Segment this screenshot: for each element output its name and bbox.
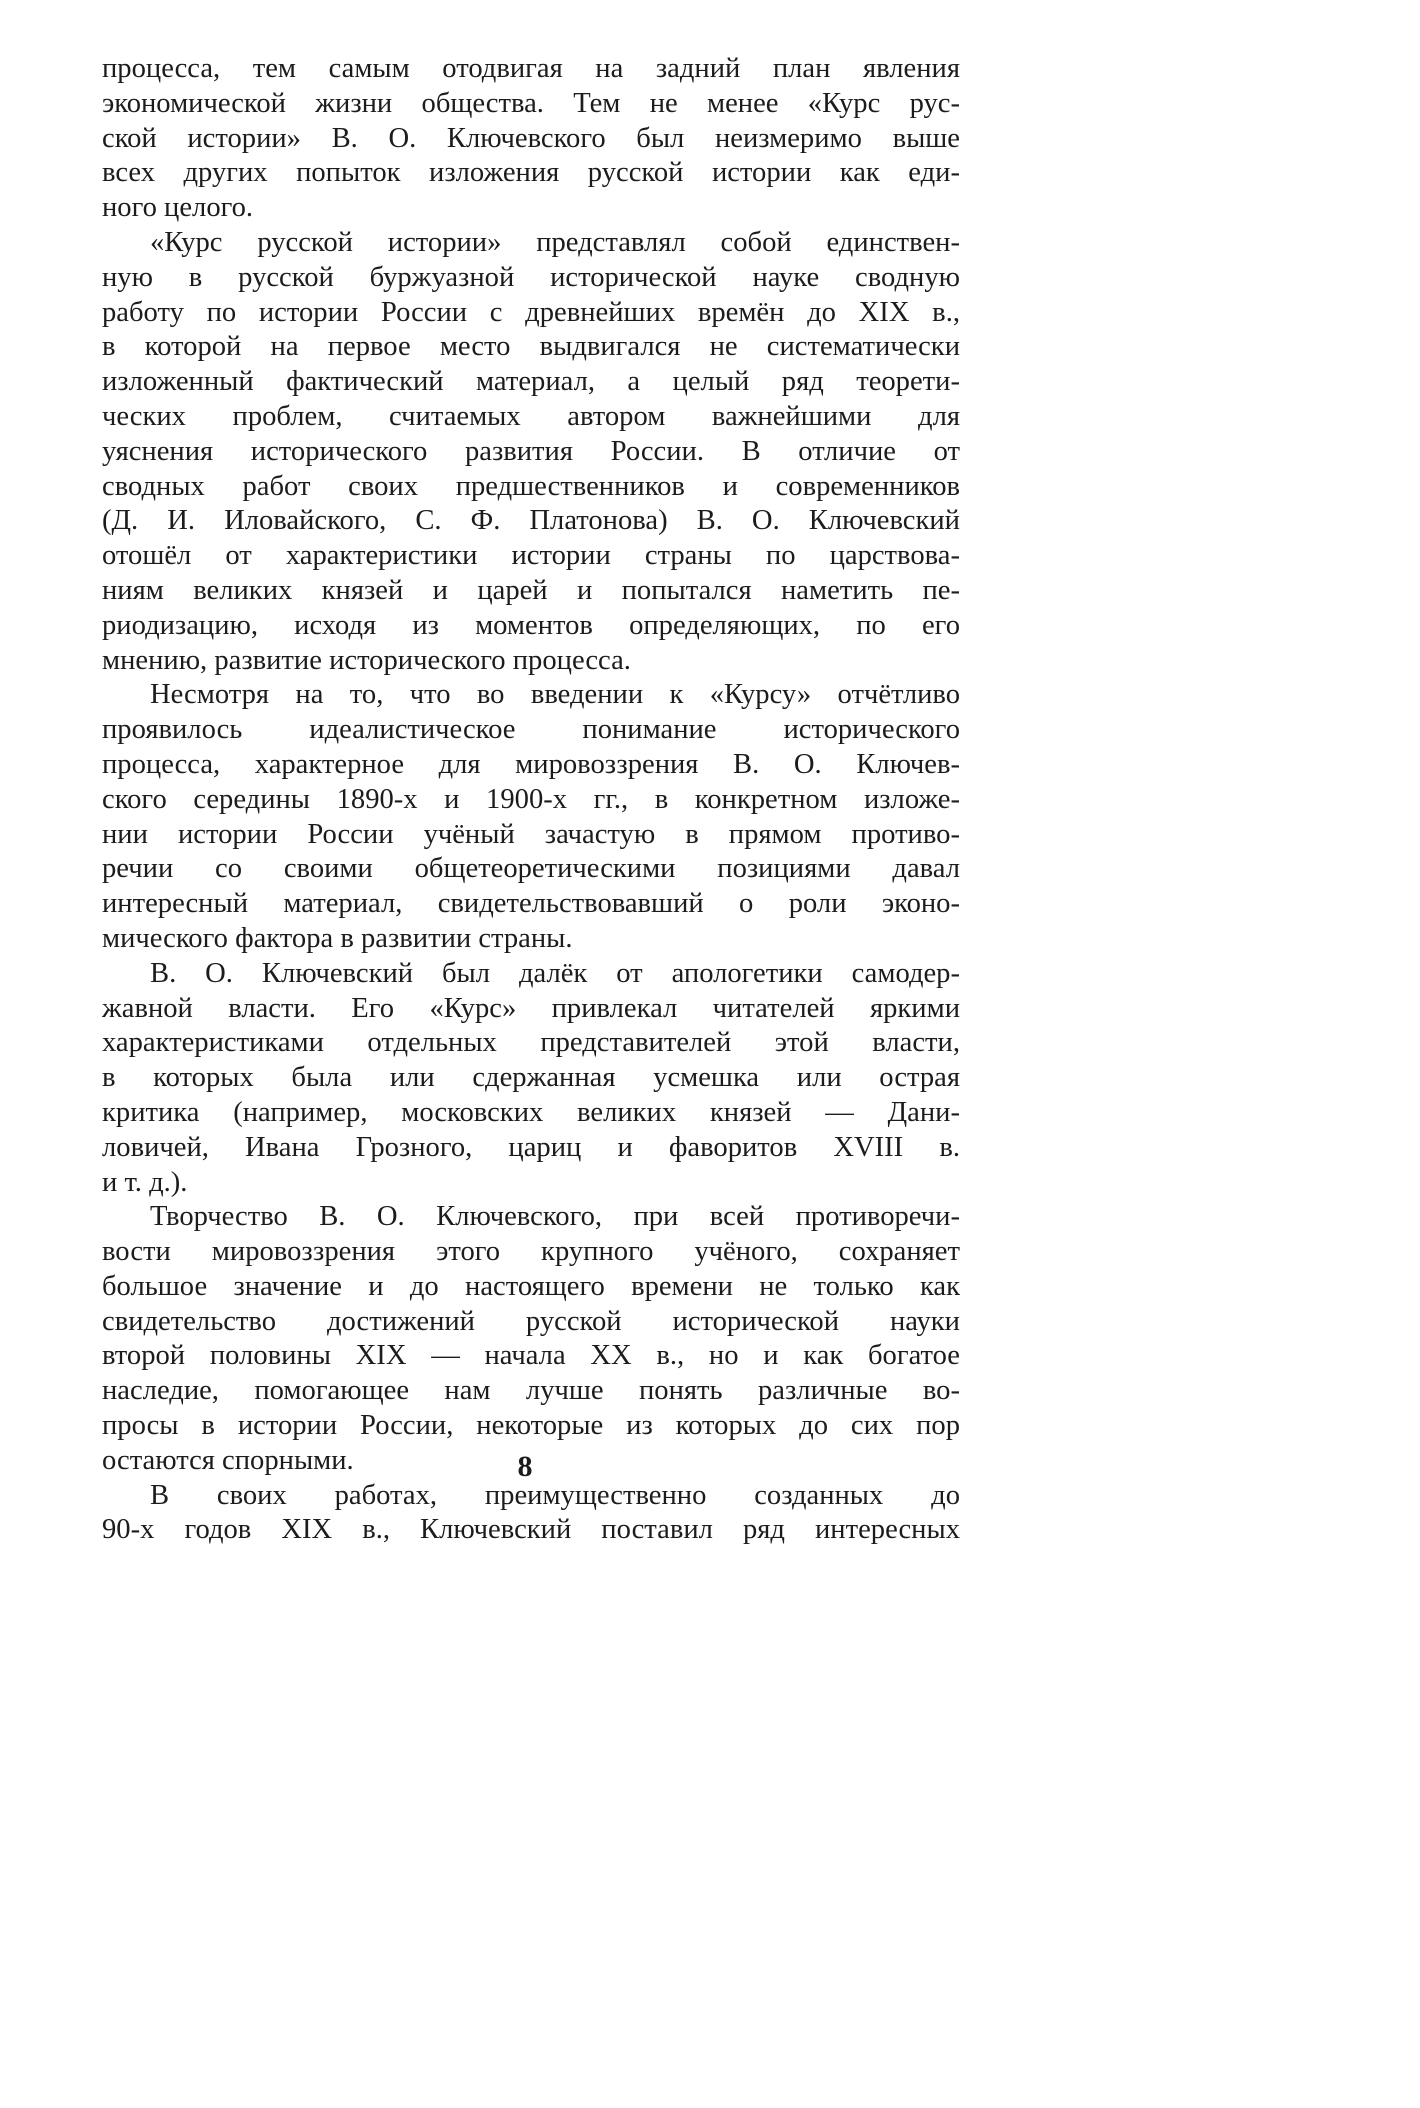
text-line: процесса, характерное для мировоззрения В. О. Ключев- <box>102 748 960 780</box>
text-line: 90-х годов XIX в., Ключевский поставил ряд интересных <box>102 1514 960 1546</box>
text-line: мического фактора в развитии страны. <box>102 922 573 954</box>
text-line: ниям великих князей и царей и попытался наметить пе- <box>102 574 960 606</box>
text-line: «Курс русской истории» представлял собой единствен- <box>150 226 960 258</box>
text-line: большое значение и до настоящего времени не только как <box>102 1270 960 1302</box>
text-line: в которых была или сдержанная усмешка или острая <box>102 1062 960 1094</box>
text-line: речии со своими общетеоретическими позициями давал <box>102 853 960 885</box>
paragraph <box>102 1479 960 1549</box>
text-line: наследие, помогающее нам лучше понять различные во- <box>102 1375 960 1407</box>
text-line: нии истории России учёный зачастую в прямом противо- <box>102 818 960 850</box>
text-line: (Д. И. Иловайского, С. Ф. Платонова) В. О. Ключевский <box>102 505 960 537</box>
text-line: экономической жизни общества. Тем не менее «Курс рус- <box>102 87 960 119</box>
text-line: ловичей, Ивана Грозного, цариц и фаворитов XVIII в. <box>102 1131 960 1163</box>
text-line: ского середины 1890-х и 1900-х гг., в конкретном изложе- <box>102 783 960 815</box>
text-line: интересный материал, свидетельствовавший о роли эконо- <box>102 888 960 920</box>
text-line: критика (например, московских великих князей — Дани- <box>102 1096 960 1128</box>
text-line: мнению, развитие исторического процесса. <box>102 644 631 676</box>
text-line: жавной власти. Его «Курс» привлекал читателей яркими <box>102 992 960 1024</box>
paragraph <box>102 678 960 956</box>
text-line: второй половины XIX — начала XX в., но и как богатое <box>102 1340 960 1372</box>
text-line: Творчество В. О. Ключевского, при всей противоречи- <box>150 1201 960 1233</box>
text-line: изложенный фактический материал, а целый ряд теорети- <box>102 366 960 398</box>
text-line: характеристиками отдельных представителей этой власти, <box>102 1027 960 1059</box>
text-line: свидетельство достижений русской исторической науки <box>102 1305 960 1337</box>
page-number: 8 <box>517 1450 533 1483</box>
text-line: ской истории» В. О. Ключевского был неизмеримо выше <box>102 122 960 154</box>
paragraph <box>102 226 960 678</box>
text-line: В. О. Ключевский был далёк от апологетики самодер- <box>150 957 960 989</box>
text-line: процесса, тем самым отодвигая на задний план явления <box>102 53 960 84</box>
text-line: ную в русской буржуазной исторической науке сводную <box>102 261 960 293</box>
text-line: остаются спорными. <box>102 1444 354 1476</box>
page-body <box>102 52 960 1548</box>
text-line: ного целого. <box>102 192 254 224</box>
paragraph <box>102 1200 960 1478</box>
text-line: и т. д.). <box>102 1166 188 1198</box>
text-line: уяснения исторического развития России. В отличие от <box>102 435 960 467</box>
text-line: отошёл от характеристики истории страны по царствова- <box>102 540 960 572</box>
text-line: Несмотря на то, что во введении к «Курсу» отчётливо <box>150 679 960 711</box>
text-line: работу по истории России с древнейших времён до XIX в., <box>102 296 960 328</box>
text-line: просы в истории России, некоторые из которых до сих пор <box>102 1410 960 1442</box>
paragraph <box>102 52 960 226</box>
text-line: сводных работ своих предшественников и современников <box>102 470 960 502</box>
text-line: ческих проблем, считаемых автором важнейшими для <box>102 400 960 432</box>
paragraph <box>102 957 960 1201</box>
text-line: всех других попыток изложения русской истории как еди- <box>102 157 960 189</box>
text-line: проявилось идеалистическое понимание исторического <box>102 714 960 746</box>
text-line: риодизацию, исходя из моментов определяющих, по его <box>102 609 960 641</box>
text-line: В своих работах, преимущественно созданных до <box>150 1479 960 1511</box>
text-line: в которой на первое место выдвигался не систематически <box>102 331 960 363</box>
text-line: вости мировоззрения этого крупного учёного, сохраняет <box>102 1236 960 1268</box>
